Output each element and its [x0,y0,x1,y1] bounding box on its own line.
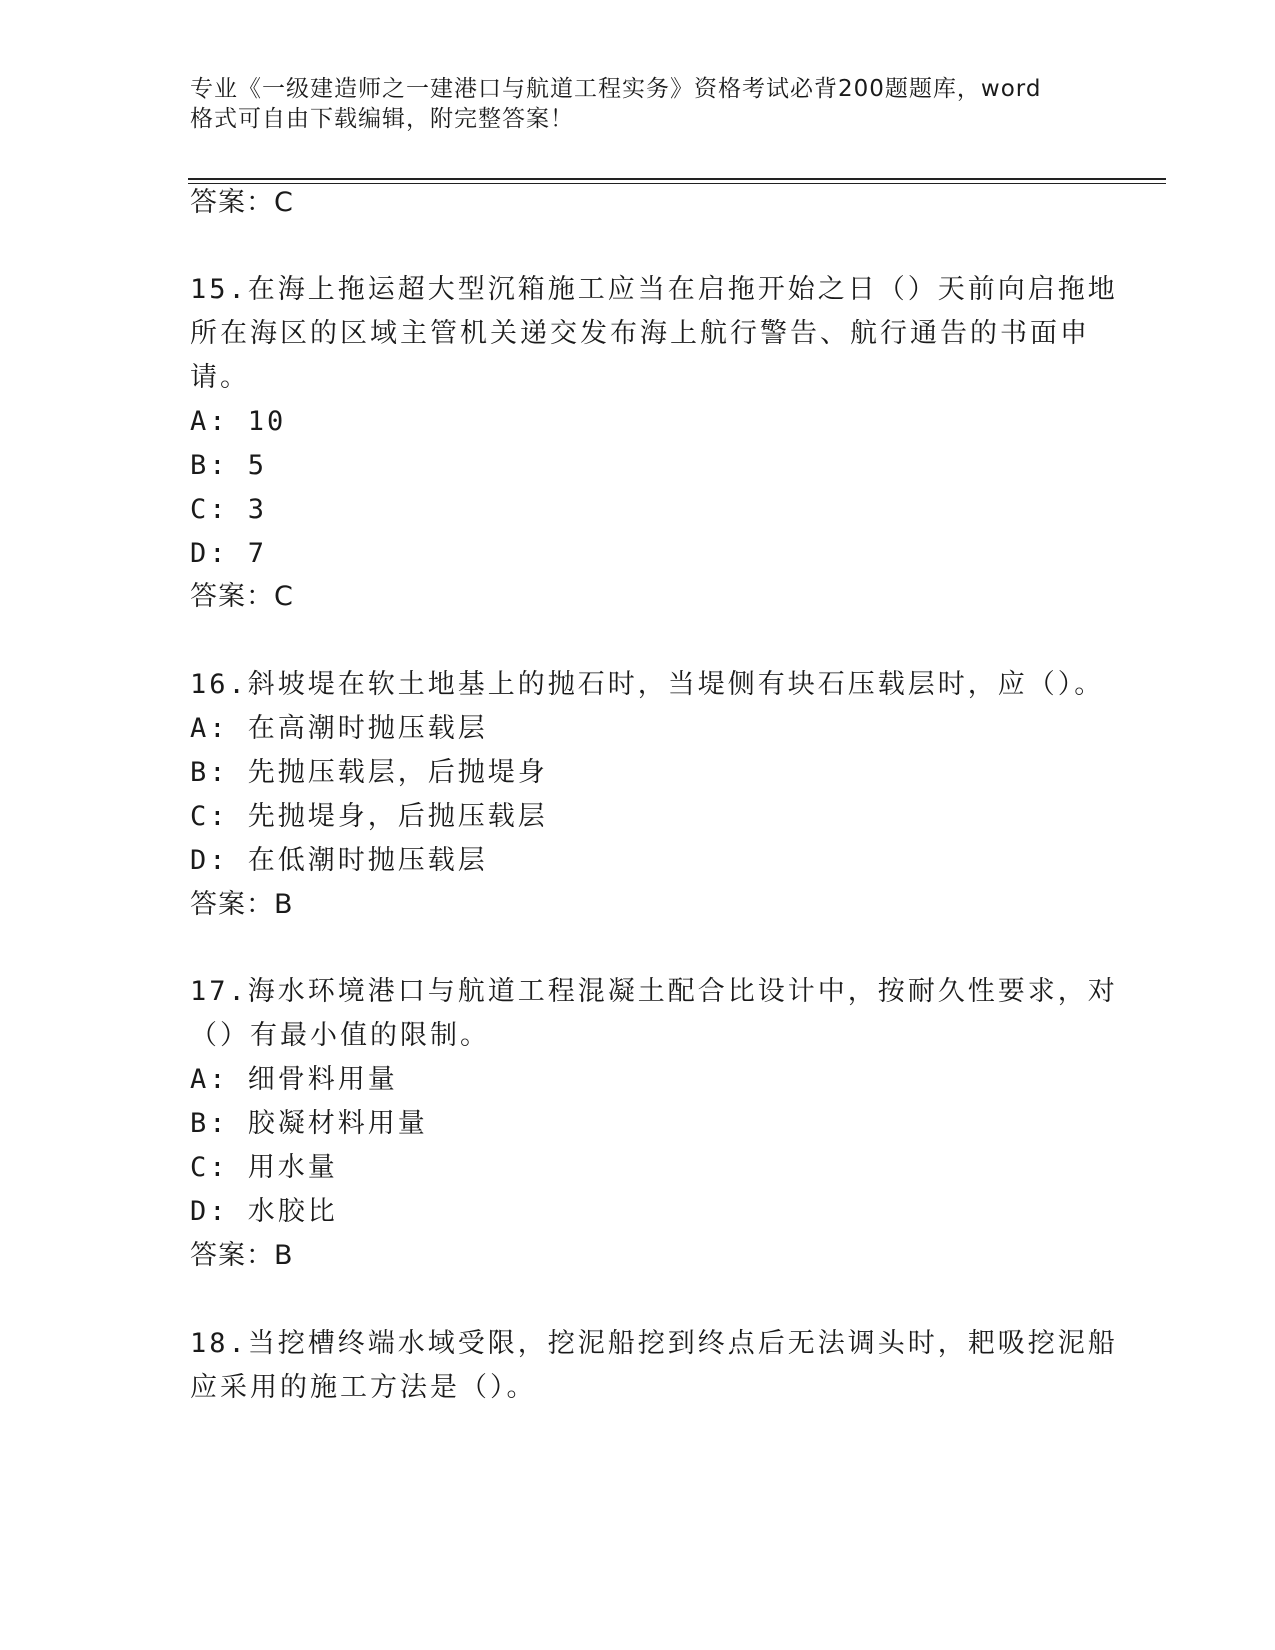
question-16-option-a: A: 在高潮时抛压载层 [190,713,488,744]
question-15-stem-line-3: 请。 [190,362,250,393]
question-15-option-c: C: 3 [190,494,268,525]
question-16-stem-line-1: 16.斜坡堤在软土地基上的抛石时，当堤侧有块石压载层时，应（）。 [190,669,1105,700]
question-15-option-b: B: 5 [190,450,268,481]
header-divider-thick [188,178,1166,180]
document-header [190,74,1070,134]
question-15-option-a: A: 10 [190,406,287,437]
question-16-option-c: C: 先抛堤身，后抛压载层 [190,801,548,832]
question-16-option-d: D: 在低潮时抛压载层 [190,845,488,876]
question-15-stem-line-2: 所在海区的区域主管机关递交发布海上航行警告、航行通告的书面申 [190,318,1090,349]
question-17-option-c: C: 用水量 [190,1152,338,1183]
question-15-option-d: D: 7 [190,538,268,569]
question-15-answer: 答案：C [190,581,294,612]
question-18-stem-line-1: 18.当挖槽终端水域受限，挖泥船挖到终点后无法调头时，耙吸挖泥船 [190,1328,1118,1359]
question-17-option-b: B: 胶凝材料用量 [190,1108,428,1139]
header-line-1: 专业《一级建造师之一建港口与航道工程实务》资格考试必背200题题库，word [190,76,1042,102]
question-15-stem-line-1: 15.在海上拖运超大型沉箱施工应当在启拖开始之日（）天前向启拖地 [190,274,1118,305]
question-16-option-b: B: 先抛压载层，后抛堤身 [190,757,548,788]
header-divider-thin [188,183,1166,184]
question-17-option-d: D: 水胶比 [190,1196,338,1227]
question-17-stem-line-2: （）有最小值的限制。 [190,1020,490,1051]
question-16-answer: 答案：B [190,889,294,920]
header-line-2: 格式可自由下载编辑，附完整答案！ [190,106,574,132]
question-17-option-a: A: 细骨料用量 [190,1064,398,1095]
answer-q14: 答案：C [190,187,294,218]
question-18-stem-line-2: 应采用的施工方法是（）。 [190,1372,537,1403]
question-17-answer: 答案：B [190,1240,294,1271]
question-17-stem-line-1: 17.海水环境港口与航道工程混凝土配合比设计中，按耐久性要求，对 [190,976,1118,1007]
